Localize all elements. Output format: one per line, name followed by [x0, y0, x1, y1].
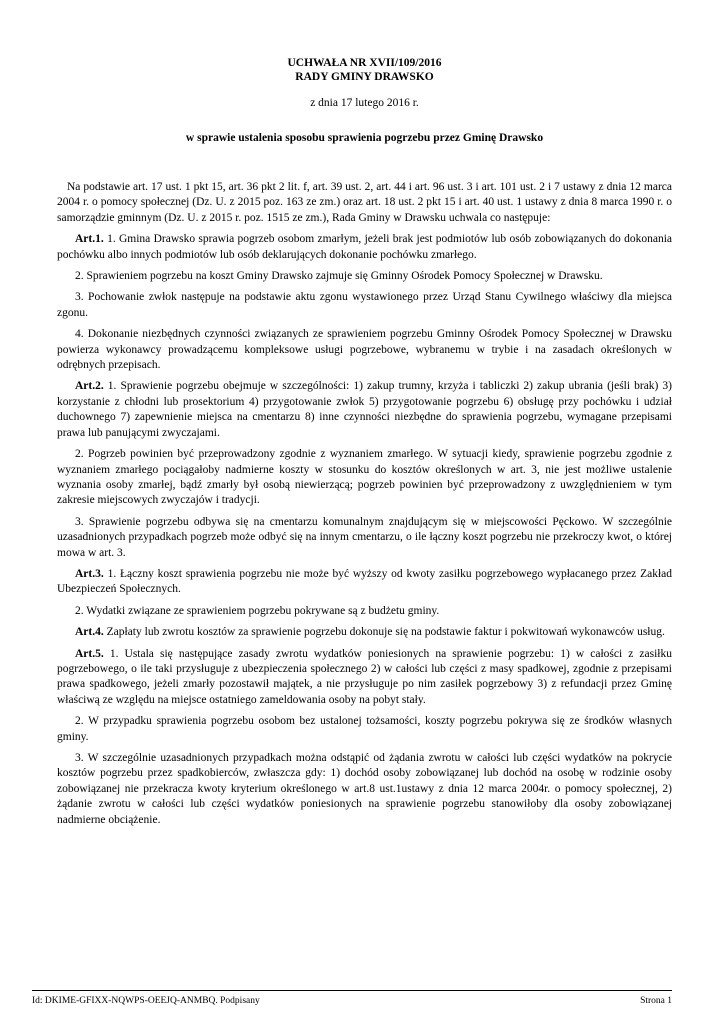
- resolution-date: z dnia 17 lutego 2016 r.: [310, 97, 419, 109]
- article-2-label: Art.2.: [75, 380, 104, 393]
- article-3-para-2: 2. Wydatki związane ze sprawieniem pogrzebu pokrywane są z budżetu gminy.: [75, 604, 440, 617]
- document-id: Id: DKIME-GFIXX-NQWPS-OEEJQ-ANMBQ. Podpisany: [32, 996, 260, 1006]
- article-1-para-2: 2. Sprawieniem pogrzebu na koszt Gminy Drawsko zajmuje się Gminny Ośrodek Pomocy Społecznej w Drawsku.: [75, 270, 603, 283]
- footer-divider: [32, 990, 672, 991]
- page-number: Strona 1: [640, 996, 672, 1006]
- article-2-para-3: 3. Sprawienie pogrzebu odbywa się na cmentarzu komunalnym znajdującym się w miejscowości Pęckowo. W szczególnie uzasadnionych przypadkach pogrzeb może odbyć się na innym cmentarzu, o ile łączny koszt pogrzebu nie przekroczy kwot, o której mowa w art. 3.: [57, 515, 672, 559]
- article-1-para-4: 4. Dokonanie niezbędnych czynności związanych ze sprawieniem pogrzebu Gminny Ośrodek Pomocy Społecznej w Drawsku powierza wykonawcy prowadzącemu kompleksowe usługi pogrzebowe, wybranemu w trybie i na zasadach określonych w odrębnych przepisach.: [57, 328, 672, 372]
- article-1-para-1: Art.1. 1. Gmina Drawsko sprawia pogrzeb osobom zmarłym, jeżeli brak jest podmiotów lub osób zobowiązanych do dokonania pochówku albo innych podmiotów lub osób deklarujących dokonanie pochówku zmarłego.: [57, 233, 673, 261]
- article-5-para-2: 2. W przypadku sprawienia pogrzebu osobom bez ustalonej tożsamości, koszty pogrzebu pokrywa się ze środków własnych gminy.: [57, 715, 672, 743]
- article-2-para-1: Art.2. 1. Sprawienie pogrzebu obejmuje w szczególności: 1) zakup trumny, krzyża i tabliczki 2) zakup ubrania (jeśli brak) 3) korzystanie z chłodni lub prosektorium 4) przygotowanie zwłok 5) przygotowanie pogrzebu 6) obsługę przy pochówku i udział duchownego 7) zapewnienie miejsca na cmentarzu 8) inne czynności niezbędne do sprawienia pogrzebu, wymagane przepisami prawa lub panującymi zwyczajami.: [57, 380, 672, 439]
- article-4-label: Art.4.: [75, 626, 104, 639]
- document-body: [57, 180, 672, 828]
- council-name: RADY GMINY DRAWSKO: [295, 71, 434, 83]
- article-5-para-1: Art.5. 1. Ustala się następujące zasady zwrotu wydatków poniesionych na sprawienie pogrzebu: 1) w całości z zasiłku pogrzebowego, o ile taki przysługuje z ubezpieczenia społecznego 2) w całości lub części z masy spadkowej, zgodnie z przepisami prawa spadkowego, jeżeli zmarły pozostawił majątek, a nie przysługuje po nim zasiłek pogrzebowy 3) z refundacji przez Gminę właściwą ze względu na miejsce ostatniego zameldowania osoby na pobyt stały.: [57, 647, 672, 706]
- article-5-para-3: 3. W szczególnie uzasadnionych przypadkach można odstąpić od żądania zwrotu w całości lub części wydatków na pokrycie kosztów pogrzebu przez spadkobierców, zwłaszcza gdy: 1) dochód osoby zobowiązanej lub dochód na osobę w rodzinie osoby zobowiązanej nie przekracza kwoty kryterium określonego w art.8 ust.1ustawy z dnia 12 marca 2004r. o pomocy społecznej, 2) żądanie zwrotu w całości lub części wydatków poniesionych na sprawienie pogrzebu stanowiłoby dla osoby zobowiązanej nadmierne obciążenie.: [57, 752, 672, 826]
- article-5-label: Art.5.: [75, 647, 104, 660]
- article-1-para-3: 3. Pochowanie zwłok następuje na podstawie aktu zgonu wystawionego przez Urząd Stanu Cywilnego właściwy dla miejsca zgonu.: [57, 291, 672, 319]
- article-2-para-2: 2. Pogrzeb powinien być przeprowadzony zgodnie z wyznaniem zmarłego. W sytuacji kiedy, sprawienie pogrzebu zgodnie z wyznaniem zmarłego pociągałoby nadmierne koszty w stosunku do kosztów określonych w art. 3, nie jest możliwe ustalenie wyznania osoby zmarłej, bądź zmarły był osobą niewierzącą; pogrzeb powinien być przeprowadzony z uwzględnieniem w tym zakresie miejscowych zwyczajów i tradycji.: [57, 448, 672, 507]
- article-3-para-1: Art.3. 1. Łączny koszt sprawienia pogrzebu nie może być wyższy od kwoty zasiłku pogrzebowego wypłacanego przez Zakład Ubezpieczeń Społecznych.: [57, 567, 672, 596]
- article-1-label: Art.1.: [75, 233, 104, 246]
- article-4-para-1: Art.4. Zapłaty lub zwrotu kosztów za sprawienie pogrzebu dokonuje się na podstawie faktur i pokwitowań wykonawców usług.: [75, 626, 665, 639]
- article-3-label: Art.3.: [75, 567, 104, 580]
- resolution-subject: w sprawie ustalenia sposobu sprawienia pogrzebu przez Gminę Drawsko: [185, 132, 544, 144]
- resolution-number: UCHWAŁA NR XVII/109/2016: [287, 57, 442, 69]
- preamble: Na podstawie art. 17 ust. 1 pkt 15, art. 36 pkt 2 lit. f, art. 39 ust. 2, art. 44 i art. 96 ust. 3 i art. 101 ust. 2 i 7 ustawy z dnia 12 marca 2004 r. o pomocy społecznej (Dz. U. z 2015 poz. 163 ze zm.) oraz art. 18 ust. 2 pkt 15 i art. 40 ust. 1 ustawy z dnia 8 marca 1990 r. o samorządzie gminnym (Dz. U. z 2015 r. poz. 1515 ze zm.), Rada Gminy w Drawsku uchwala co następuje:: [57, 181, 672, 224]
